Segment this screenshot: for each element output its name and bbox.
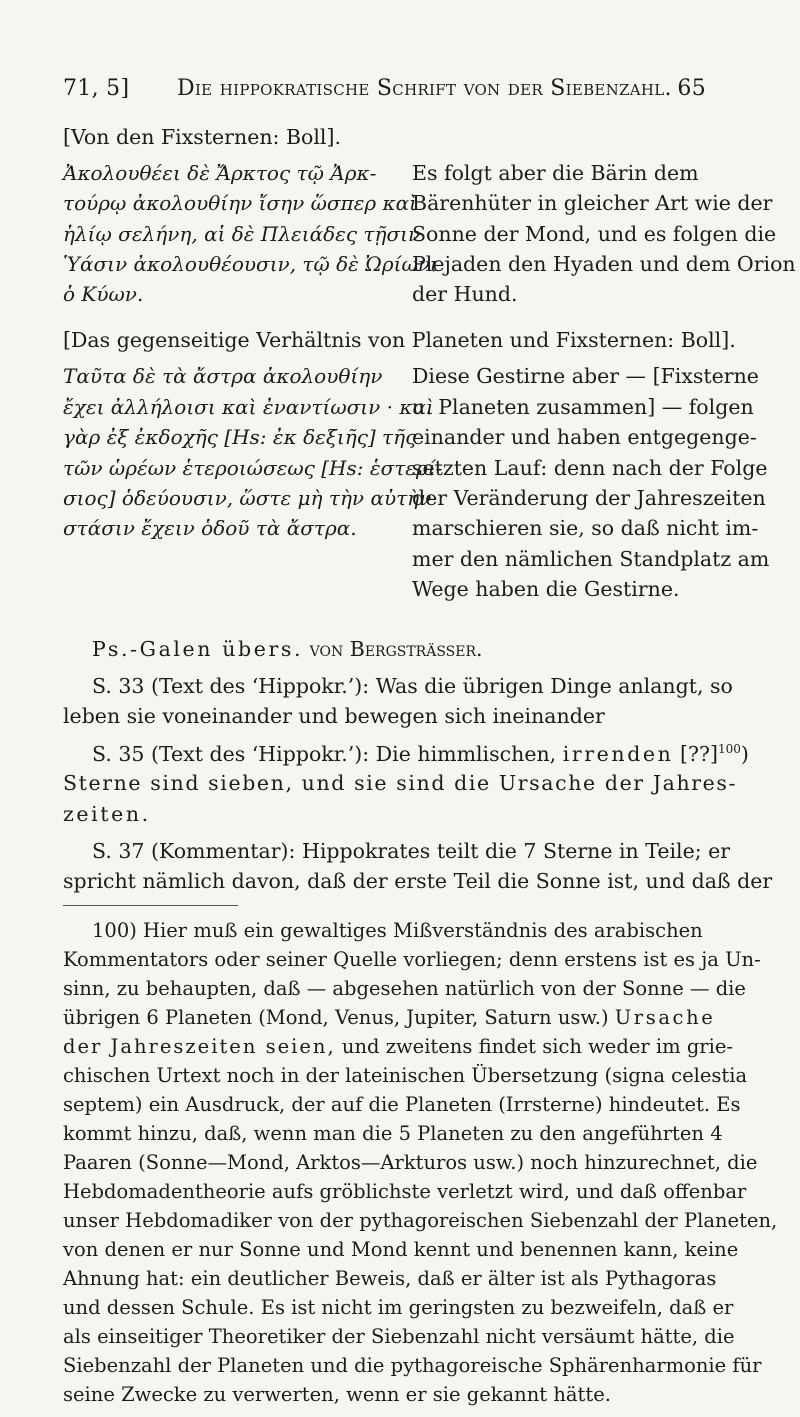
greek-line: ὁ Κύων.: [63, 282, 144, 306]
german-line: der Hund.: [412, 282, 518, 306]
page-number: 65: [677, 76, 706, 101]
text-line: spricht nämlich davon, daß der erste Teil die Sonne ist, und daß der: [63, 869, 773, 893]
greek-line: Ὑάσιν ἀκολουθέουσιν, τῷ δὲ Ὠρίωνι: [63, 252, 438, 276]
footnote-line: Siebenzahl der Planeten und die pythagoreische Sphärenharmonie für: [63, 1354, 762, 1377]
s35-query: [??]: [680, 741, 718, 766]
german-line: Sonne der Mond, und es folgen die: [412, 222, 777, 246]
footnote-line: [63, 1037, 733, 1057]
footnote-line: chischen Urtext noch in der lateinischen Übersetzung (signa celestia: [63, 1064, 748, 1087]
greek-line: τούρῳ ἀκολουθίην ἴσην ὥσπερ καὶ: [63, 191, 418, 215]
footnote-line: [63, 1008, 715, 1028]
footnote-line: unser Hebdomadiker von der pythagoreischen Siebenzahl der Planeten,: [63, 1209, 778, 1232]
running-header: [63, 78, 706, 108]
text-line: [92, 743, 749, 764]
german-line: Bärenhüter in gleicher Art wie der: [412, 191, 773, 215]
footnote-line: und dessen Schule. Es ist nicht im geringsten zu bezweifeln, daß er: [63, 1296, 734, 1319]
german-line: der Veränderung der Jahreszeiten: [412, 486, 766, 510]
s35-paren: ): [740, 741, 749, 766]
footnote-line: septem) ein Ausdruck, der auf die Planeten (Irrsterne) hindeutet. Es: [63, 1093, 741, 1116]
footnote-line: kommt hinzu, daß, wenn man die 5 Planeten zu den angeführten 4: [63, 1122, 723, 1145]
footnote-line: sinn, zu behaupten, daß — abgesehen natürlich von der Sonne — die: [63, 977, 746, 1000]
galen-heading: [92, 639, 483, 660]
s35-spaced: irrenden: [562, 741, 674, 766]
running-title: Die hippokratische Schrift von der Siebenzahl.: [177, 76, 672, 101]
text-line: S. 37 (Kommentar): Hippokrates teilt die 7 Sterne in Teile; er: [92, 839, 731, 863]
german-line: Wege haben die Gestirne.: [412, 577, 680, 601]
german-line: mer den nämlichen Standplatz am: [412, 547, 770, 571]
german-line: Diese Gestirne aber — [Fixsterne: [412, 364, 759, 388]
german-line: setzten Lauf: denn nach der Folge: [412, 456, 768, 480]
footnote-marker: 100: [717, 742, 741, 756]
footnote-spaced: der Jahreszeiten seien,: [63, 1035, 336, 1058]
footnote-line: Paaren (Sonne—Mond, Arktos—Arkturos usw.) noch hinzurechnet, die: [63, 1151, 758, 1174]
greek-line: ἔχει ἀλλήλοισι καὶ ἐναντίωσιν · καὶ: [63, 395, 434, 419]
footnote-line: von denen er nur Sonne und Mond kennt und benennen kann, keine: [63, 1238, 739, 1261]
german-line: marschieren sie, so daß nicht im-: [412, 516, 759, 540]
footnote-line: seine Zwecke zu verwerten, wenn er sie gekannt hätte.: [63, 1383, 611, 1406]
s35-text: S. 35 (Text des ‘Hippokr.’): Die himmlischen,: [92, 741, 557, 766]
greek-line: στάσιν ἔχειν ὁδοῦ τὰ ἄστρα.: [63, 516, 357, 540]
german-line: Plejaden den Hyaden und dem Orion: [412, 252, 796, 276]
footnote-line: Hebdomadentheorie aufs gröblichste verletzt wird, und daß offenbar: [63, 1180, 747, 1203]
footnote-line: Kommentators oder seiner Quelle vorliegen; denn erstens ist es ja Un-: [63, 948, 761, 971]
greek-line: σιος] ὁδεύουσιν, ὥστε μὴ τὴν αὐτὴν: [63, 486, 432, 510]
text-line-spaced: zeiten.: [63, 802, 151, 826]
text-line-spaced: Sterne sind sieben, und sie sind die Ursache der Jahres-: [63, 771, 738, 795]
galen-heading-rest: von Bergsträsser.: [309, 637, 483, 661]
footnote-text: übrigen 6 Planeten (Mond, Venus, Jupiter, Saturn usw.): [63, 1006, 609, 1029]
footnote-text: und zweitens findet sich weder im grie-: [341, 1035, 733, 1058]
german-line: Es folgt aber die Bärin dem: [412, 161, 699, 185]
text-line: S. 33 (Text des ‘Hippokr.’): Was die übrigen Dinge anlangt, so: [92, 674, 733, 698]
german-line: u. Planeten zusammen] — folgen: [412, 395, 754, 419]
galen-heading-spaced: Ps.-Galen übers.: [92, 637, 304, 661]
section-reference: 71, 5]: [63, 76, 130, 101]
footnote-line: als einseitiger Theoretiker der Siebenzahl nicht versäumt hätte, die: [63, 1325, 735, 1348]
footnote-rule: [63, 905, 238, 906]
greek-line: Ταῦτα δὲ τὰ ἄστρα ἀκολουθίην: [63, 364, 383, 388]
greek-line: γὰρ ἐξ ἐκδοχῆς [Hs: ἐκ δεξιῆς] τῆς: [63, 425, 417, 449]
greek-line: Ἀκολουθέει δὲ Ἄρκτος τῷ Ἀρκ-: [63, 161, 377, 185]
footnote-spaced: Ursache: [614, 1006, 716, 1029]
block2-heading: [Das gegenseitige Verhältnis von Planeten und Fixsternen: Boll].: [63, 328, 736, 352]
greek-line: τῶν ὡρέων ἑτεροιώσεως [Hs: ἑστερί-: [63, 456, 443, 480]
greek-line: ἡλίῳ σελήνη, αἱ δὲ Πλειάδες τῇσιν: [63, 222, 421, 246]
text-line: leben sie voneinander und bewegen sich ineinander: [63, 704, 605, 728]
german-line: einander und haben entgegenge-: [412, 425, 757, 449]
footnote-line: 100) Hier muß ein gewaltiges Mißverständnis des arabischen: [92, 919, 703, 942]
block1-heading: [Von den Fixsternen: Boll].: [63, 125, 341, 149]
footnote-line: Ahnung hat: ein deutlicher Beweis, daß er älter ist als Pythagoras: [63, 1267, 717, 1290]
